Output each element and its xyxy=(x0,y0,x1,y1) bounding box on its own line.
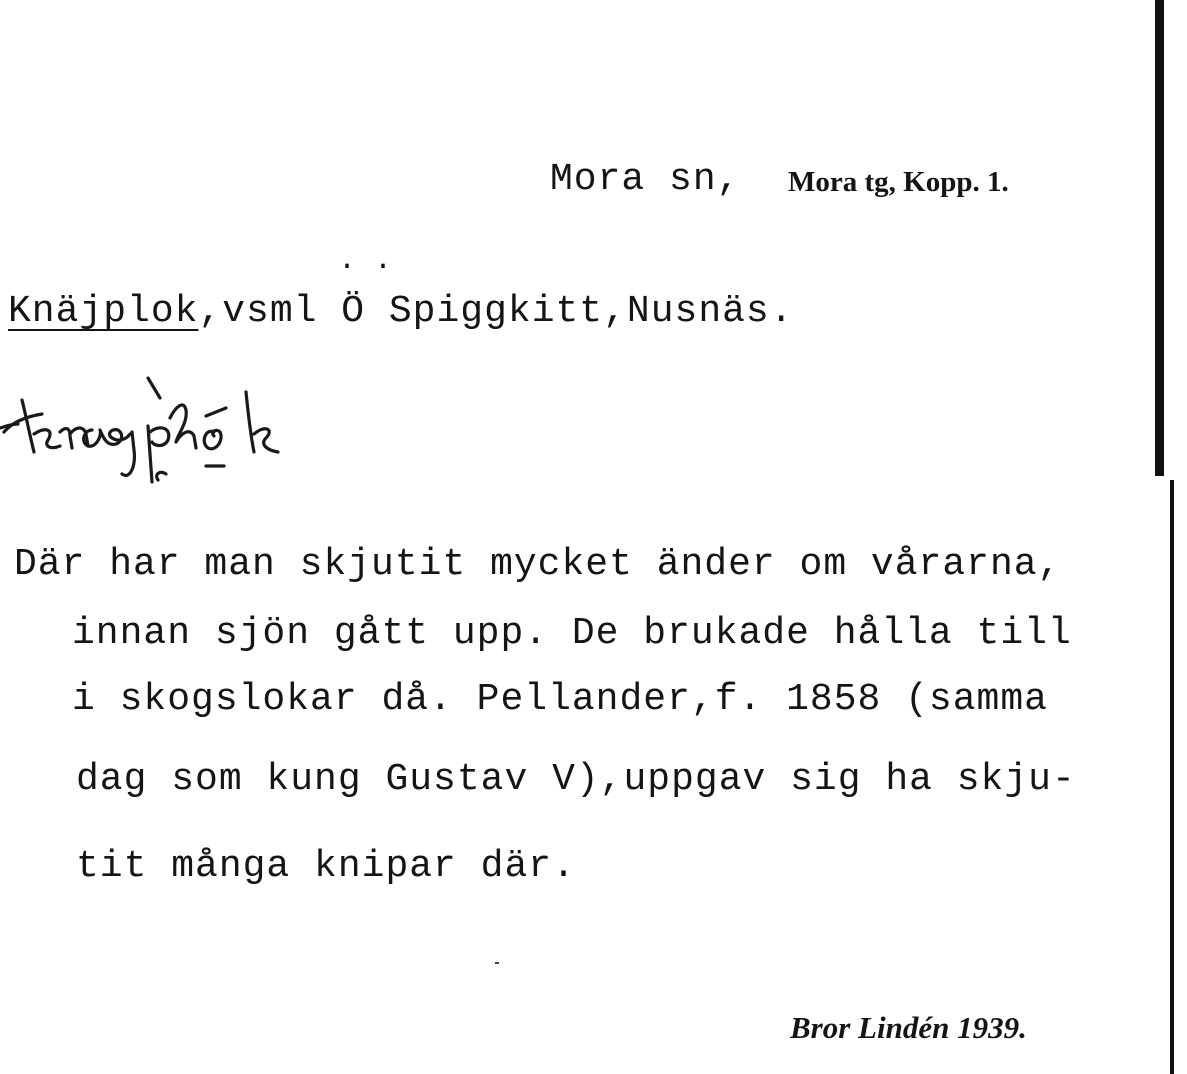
body-line-1: Där har man skjutit mycket änder om vårarna, xyxy=(14,543,1062,586)
body-line-3: i skogslokar då. Pellander,f. 1858 (samma xyxy=(72,678,1048,721)
diacritic-dots: .. xyxy=(338,244,411,278)
headword: Knäjplok xyxy=(8,290,199,333)
district-reference: Mora tg, Kopp. 1. xyxy=(788,166,1009,198)
parish-name: Mora sn, xyxy=(550,158,741,201)
headword-location: ,vsml Ö Spiggkitt,Nusnäs. xyxy=(198,290,794,333)
signature: Bror Lindén 1939. xyxy=(790,1010,1027,1045)
ink-speck xyxy=(495,962,499,964)
body-line-4: dag som kung Gustav V),uppgav sig ha skju- xyxy=(76,758,1076,801)
headword-line xyxy=(8,290,794,333)
card-edge-line xyxy=(1170,480,1174,1074)
card-edge-shadow xyxy=(1155,0,1164,476)
body-line-5: tit många knipar där. xyxy=(76,845,576,888)
body-line-2: innan sjön gått upp. De brukade hålla till xyxy=(72,612,1072,655)
handwritten-phonetic-form xyxy=(0,370,400,490)
